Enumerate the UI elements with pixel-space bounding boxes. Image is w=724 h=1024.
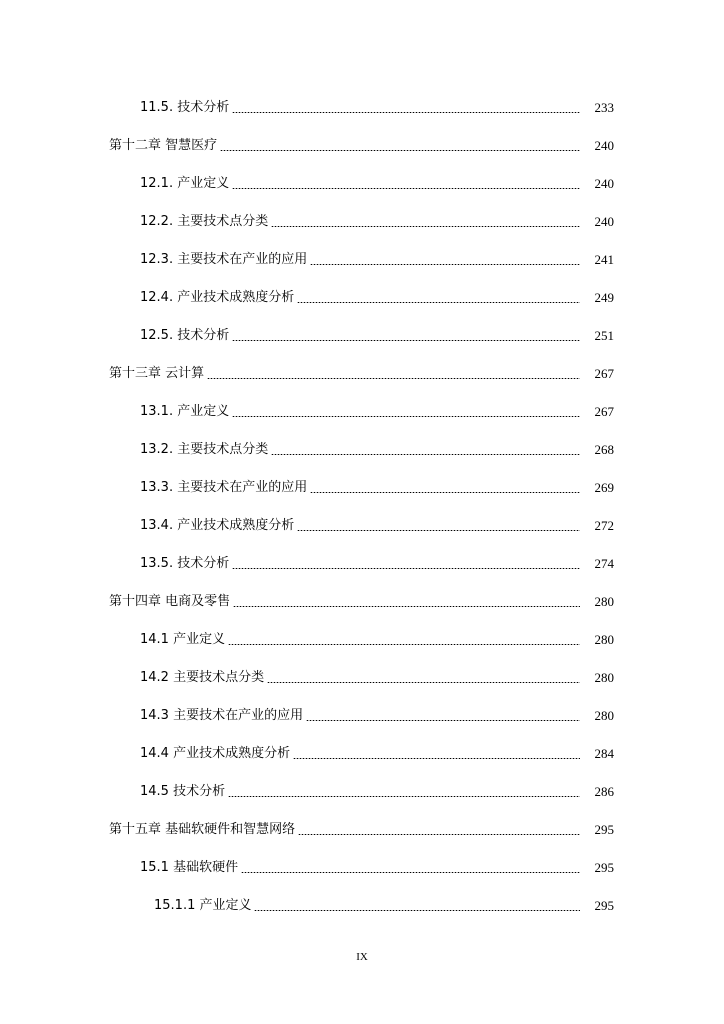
toc-entry-page: 295: [594, 822, 614, 837]
toc-entry[interactable]: [0, 621, 724, 659]
toc-entry[interactable]: [0, 355, 724, 393]
toc-entry-title: 13.4. 产业技术成熟度分析: [140, 518, 295, 533]
toc-entry-title: 14.2 主要技术点分类: [140, 670, 265, 685]
toc-entry-page: 280: [594, 594, 614, 609]
dot-leader: [232, 568, 580, 569]
toc-entry-title: 15.1.1 产业定义: [154, 898, 252, 913]
dot-leader: [254, 910, 580, 911]
toc-entry-page: 267: [594, 404, 614, 419]
toc-entry[interactable]: [0, 583, 724, 621]
toc-entry[interactable]: [0, 241, 724, 279]
toc-entry-page: 274: [594, 556, 614, 571]
toc-entry-page: 295: [594, 898, 614, 913]
toc-entry-page: 240: [594, 176, 614, 191]
toc-entry-title: 14.1 产业定义: [140, 632, 226, 647]
dot-leader: [297, 302, 580, 303]
dot-leader: [306, 720, 580, 721]
toc-entry-title: 13.3. 主要技术在产业的应用: [140, 480, 308, 495]
toc-entry-page: 284: [594, 746, 614, 761]
toc-entry[interactable]: [0, 545, 724, 583]
dot-leader: [267, 682, 580, 683]
toc-entry-page: 249: [594, 290, 614, 305]
toc-entry[interactable]: [0, 507, 724, 545]
dot-leader: [271, 226, 580, 227]
toc-entry-title: 第十四章 电商及零售: [109, 594, 231, 609]
toc-entry[interactable]: [0, 165, 724, 203]
dot-leader: [310, 492, 580, 493]
toc-entry-page: 251: [594, 328, 614, 343]
toc-entry-title: 第十三章 云计算: [109, 366, 205, 381]
toc-entry[interactable]: [0, 849, 724, 887]
toc-entry[interactable]: [0, 659, 724, 697]
dot-leader: [271, 454, 580, 455]
toc-entry-title: 14.4 产业技术成熟度分析: [140, 746, 291, 761]
toc-entry-page: 269: [594, 480, 614, 495]
toc-entry-title: 11.5. 技术分析: [140, 100, 230, 115]
toc-entry[interactable]: [0, 697, 724, 735]
toc-entry-page: 241: [594, 252, 614, 267]
dot-leader: [220, 150, 580, 151]
toc-entry[interactable]: [0, 469, 724, 507]
toc-entry[interactable]: [0, 203, 724, 241]
dot-leader: [207, 378, 580, 379]
toc-entry[interactable]: [0, 431, 724, 469]
toc-entry-page: 286: [594, 784, 614, 799]
toc-entry-page: 240: [594, 138, 614, 153]
toc-entry[interactable]: [0, 279, 724, 317]
dot-leader: [228, 644, 580, 645]
toc-entry[interactable]: [0, 735, 724, 773]
dot-leader: [232, 112, 580, 113]
toc-entry-title: 12.3. 主要技术在产业的应用: [140, 252, 308, 267]
toc-entry-page: 272: [594, 518, 614, 533]
toc-entry-title: 13.2. 主要技术点分类: [140, 442, 269, 457]
dot-leader: [232, 416, 580, 417]
dot-leader: [293, 758, 580, 759]
dot-leader: [232, 340, 580, 341]
toc-entry-page: 280: [594, 670, 614, 685]
toc-entry[interactable]: [0, 127, 724, 165]
toc-entry-title: 12.5. 技术分析: [140, 328, 230, 343]
toc-entry-title: 15.1 基础软硬件: [140, 860, 239, 875]
toc-entry-title: 第十五章 基础软硬件和智慧网络: [109, 822, 296, 837]
toc-entry-title: 14.5 技术分析: [140, 784, 226, 799]
toc-entry[interactable]: [0, 89, 724, 127]
dot-leader: [310, 264, 580, 265]
toc-entry-page: 233: [594, 100, 614, 115]
toc-entry[interactable]: [0, 811, 724, 849]
toc-entry[interactable]: [0, 773, 724, 811]
toc-entry-title: 12.4. 产业技术成熟度分析: [140, 290, 295, 305]
toc-entry-page: 240: [594, 214, 614, 229]
toc-entry-title: 13.5. 技术分析: [140, 556, 230, 571]
page-number: IX: [356, 951, 368, 963]
dot-leader: [241, 872, 580, 873]
dot-leader: [232, 188, 580, 189]
toc-entry[interactable]: [0, 317, 724, 355]
toc-entry-title: 14.3 主要技术在产业的应用: [140, 708, 304, 723]
toc-entry-title: 12.1. 产业定义: [140, 176, 230, 191]
toc-entry[interactable]: [0, 887, 724, 925]
toc-entry-page: 268: [594, 442, 614, 457]
toc-entry[interactable]: [0, 393, 724, 431]
dot-leader: [228, 796, 580, 797]
dot-leader: [298, 834, 580, 835]
toc-entry-page: 267: [594, 366, 614, 381]
toc-entry-title: 12.2. 主要技术点分类: [140, 214, 269, 229]
table-of-contents: [0, 89, 724, 925]
toc-entry-page: 280: [594, 632, 614, 647]
toc-entry-title: 第十二章 智慧医疗: [109, 138, 218, 153]
dot-leader: [297, 530, 580, 531]
toc-entry-title: 13.1. 产业定义: [140, 404, 230, 419]
toc-entry-page: 295: [594, 860, 614, 875]
dot-leader: [233, 606, 580, 607]
toc-entry-page: 280: [594, 708, 614, 723]
